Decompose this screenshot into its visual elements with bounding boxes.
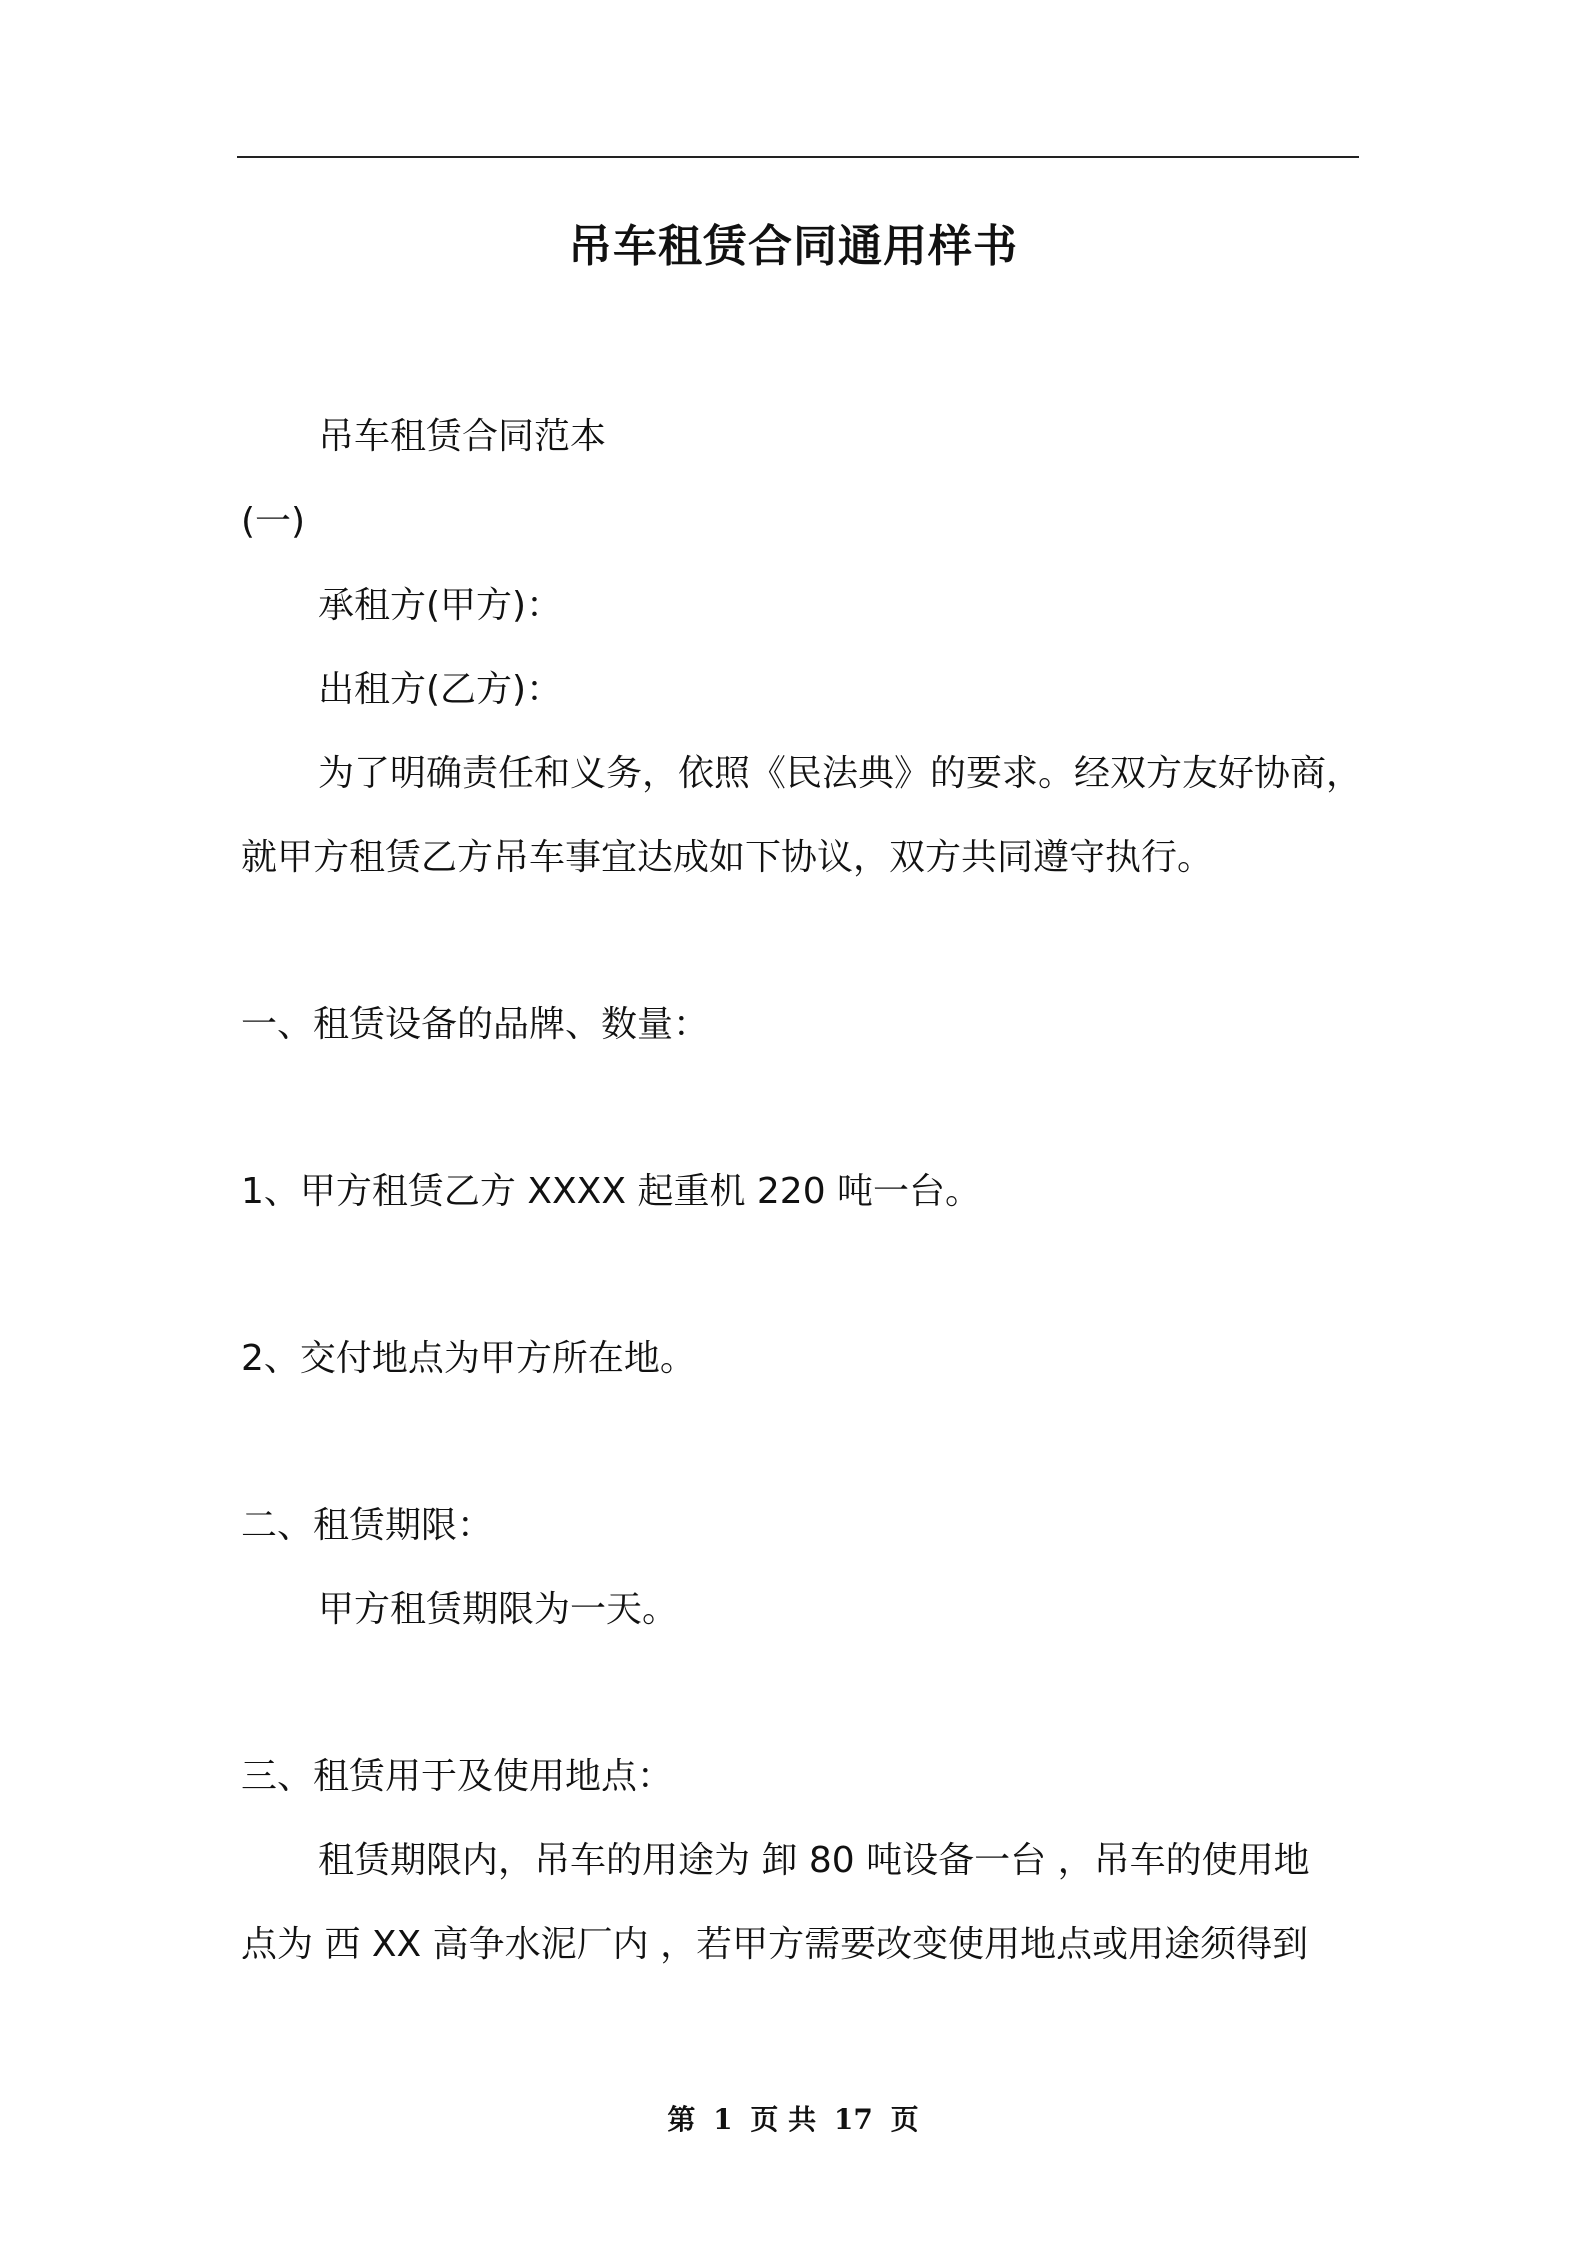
clause-text-3-line-1: 租赁期限内，吊车的用途为 卸 80 吨设备一台 ，吊车的使用地 xyxy=(318,1840,1310,1881)
clause-heading-3: 三、租赁用于及使用地点： xyxy=(241,1756,674,1797)
footer-middle: 页 共 xyxy=(750,2103,817,2136)
clause-heading-2: 二、租赁期限： xyxy=(241,1505,494,1546)
clause-text-2: 甲方租赁期限为一天。 xyxy=(318,1589,679,1630)
clause-heading-1: 一、租赁设备的品牌、数量： xyxy=(241,1004,710,1045)
document-title: 吊车租赁合同通用样书 xyxy=(568,221,1018,272)
subtitle-line: 吊车租赁合同范本 xyxy=(318,416,607,457)
preamble-line-1: 为了明确责任和义务，依照《民法典》的要求。经双方友好协商， xyxy=(318,753,1363,794)
page-footer xyxy=(0,2098,1586,2138)
footer-page-number: 1 xyxy=(713,2103,733,2136)
section-number-line: (一) xyxy=(241,501,306,542)
clause-item-1: 1、甲方租赁乙方 XXXX 起重机 220 吨一台。 xyxy=(241,1171,982,1212)
lessee-line: 承租方(甲方)： xyxy=(318,585,563,626)
preamble-line-2: 就甲方租赁乙方吊车事宜达成如下协议，双方共同遵守执行。 xyxy=(241,837,1214,878)
footer-suffix: 页 xyxy=(890,2103,919,2136)
clause-text-3-line-2: 点为 西 XX 高争水泥厂内 ，若甲方需要改变使用地点或用途须得到 xyxy=(241,1924,1309,1965)
lessor-line: 出租方(乙方)： xyxy=(318,669,563,710)
footer-prefix: 第 xyxy=(667,2103,696,2136)
footer-total-pages: 17 xyxy=(833,2103,873,2136)
header-rule xyxy=(237,156,1359,158)
clause-item-2: 2、交付地点为甲方所在地。 xyxy=(241,1338,696,1379)
